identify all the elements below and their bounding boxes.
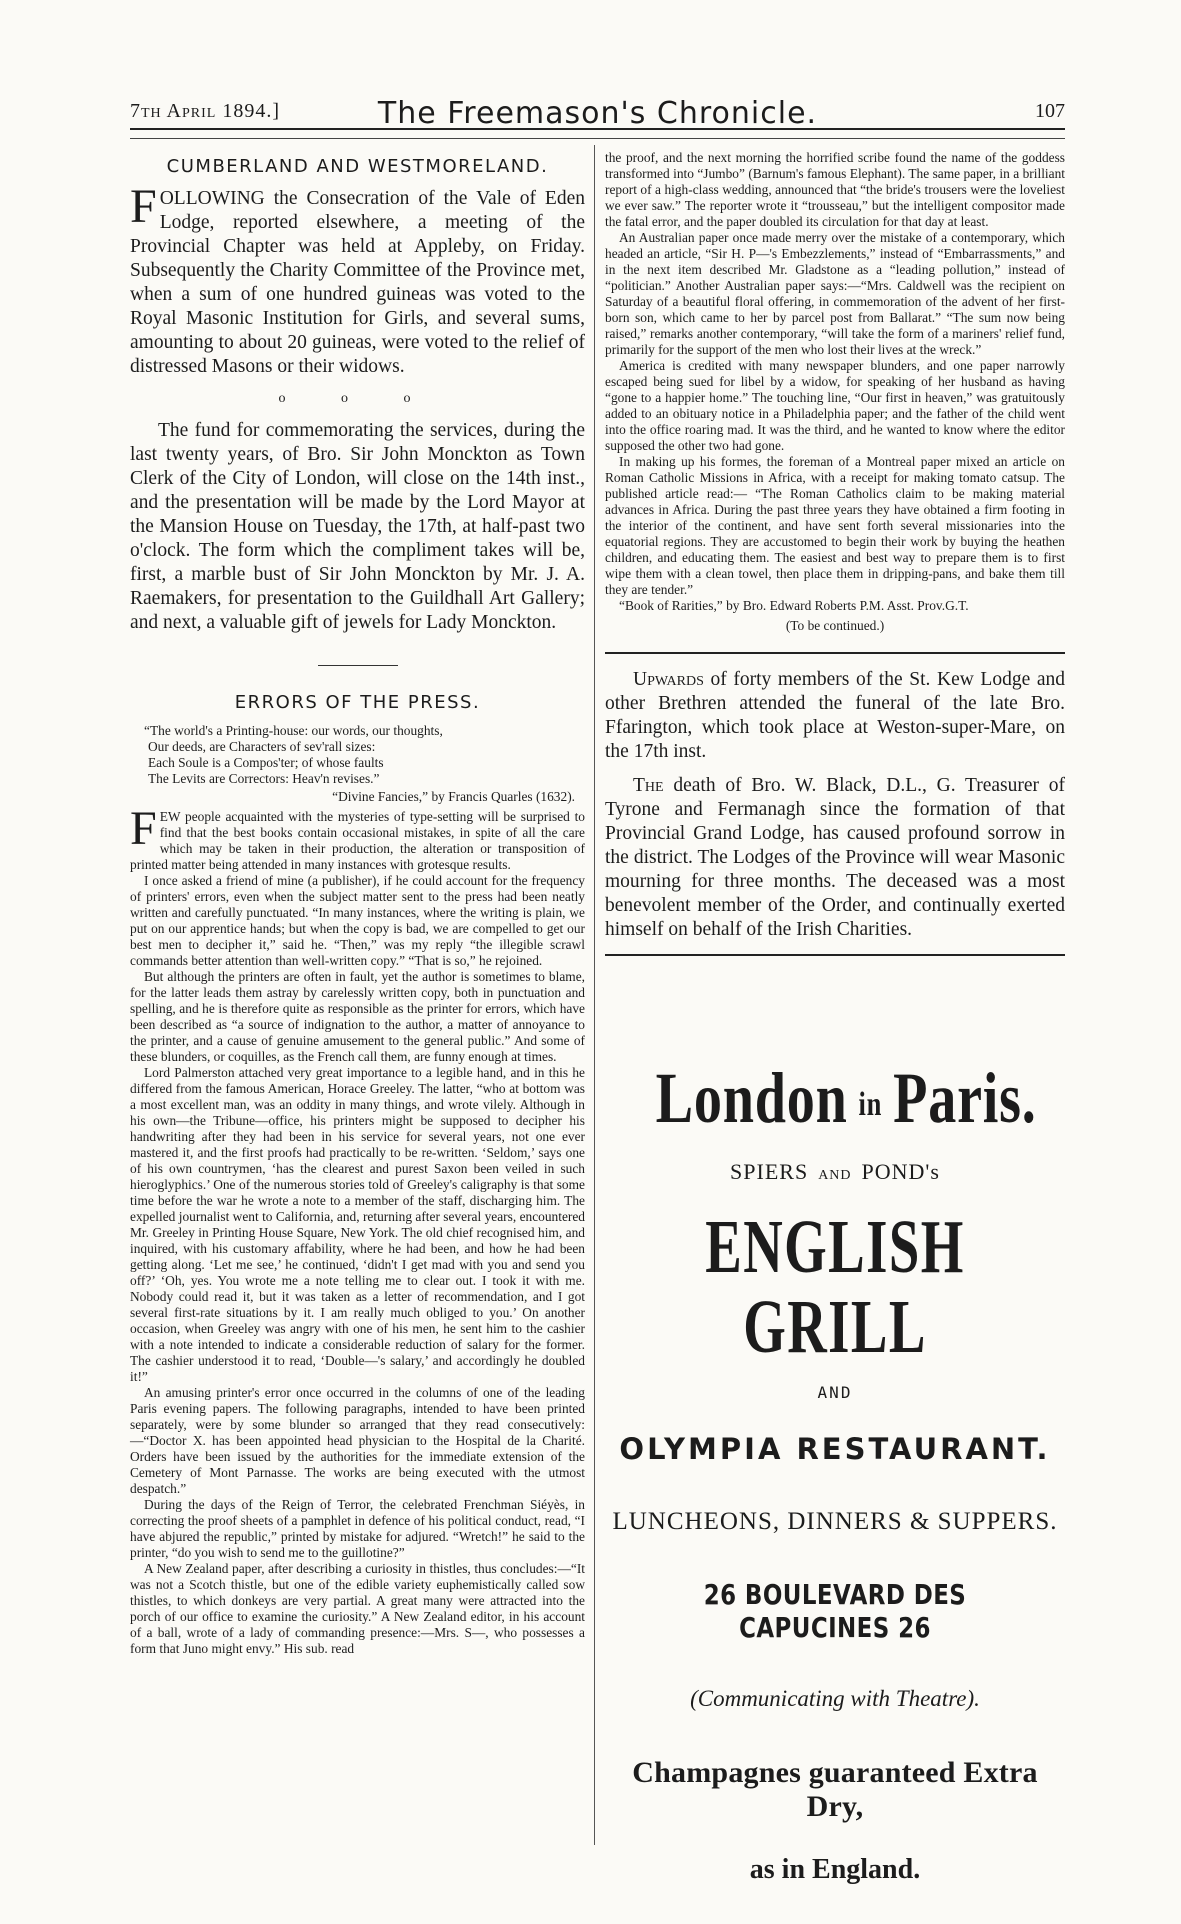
ad-in: in xyxy=(858,1086,883,1124)
errors-para: A New Zealand paper, after describing a curiosity in thistles, thus concludes:—“It was not a Scotch thistle, but one of the edible variety euphemistically called sow thistles, to which donkeys are very partial. A great many were attracted into the porch of our office to examine the curiosity.” A New Zealand editor, in his account of a ball, wrote of a lady of commanding presence:—Mrs. S—, who possesses a form that Juno might envy.” His sub. read xyxy=(130,1561,585,1656)
ad-proprietors xyxy=(605,1159,1065,1185)
ad-england: as in England. xyxy=(749,1854,921,1886)
ad-champagnes: Champagnes guaranteed Extra Dry, xyxy=(632,1756,1038,1824)
epigraph-verse xyxy=(144,723,585,787)
errors-para: FEW people acquainted with the mysteries of type-setting will be surprised to find that the best books contain occasional mistakes, in spite of all the care which may be taken in their production, the alteration or transposition of printed matter being attended in many instances with grotesque results. xyxy=(130,802,585,872)
errors-continued-para: the proof, and the next morning the horrified scribe found the name of the goddess transformed into “Jumbo” (Barnum's famous Elephant). The same paper, in a brilliant report of a high-class wedding, announced that “the bride's trousers were the loveliest we ever saw.” The reporter wrote it “trousseau,” but the intelligent compositor made the fatal error, and the paper doubled its circulation for that day at least. xyxy=(605,150,1065,229)
errors-continued-para: In making up his formes, the foreman of a Montreal paper mixed an article on Roman Catholic Missions in Africa, with a receipt for making tomato catsup. The published article read:— “The Roman Catholics claim to be making material advances in Africa. During the past three years they have obtained a firm footing in the interior of the continent, and have sent forth several missionaries into the equatorial regions. They are accustomed to begin their work by buying the heathen children, and educating them. The easiest and best way to prepare them is to first wipe them with a clean towel, then place them in dripping-pans, and bake them till they are tender.” xyxy=(605,454,1065,597)
cumberland-para-1: FOLLOWING the Consecration of the Vale of Eden Lodge, reported elsewhere, a meeting of the Provincial Chapter was held at Appleby, on Friday. Subsequently the Charity Committee of the Province met, when a sum of one hundred guineas was voted to the Royal Masonic Institution for Girls, and several sums, amounting to about 20 guineas, were voted to the relief of distressed Masons or their widows. xyxy=(130,180,585,377)
masthead-title: The Freemason's Chronicle. xyxy=(377,96,818,131)
errors-para: Lord Palmerston attached very great importance to a legible hand, and in this he differed from the famous American, Horace Greeley. The latter, “who at bottom was a most excellent man, was an oddity in many things, and wrote vilely. Although in his own—the Tribune—office, his printers might be supposed to decipher his handwriting after they had been in his service for several years, not one ever mastered it, and the first proofs had practically to be re-written. ‘Seldom,’ says one of his own countrymen, ‘has the clearest and purest Saxon been veiled in such hieroglyphics.’ One of the numerous stories told of Greeley's caligraphy is that some time before the war he wrote a note to a member of the staff, discharging him. The expelled journalist went to California, and, returning after several years, encountered Mr. Greeley in Printing House Square, New York. The old chief recognised him, and inquired, with his customary affability, where he had been, and how he had been getting along. ‘Let me see,’ he continued, ‘didn't I get mad with you and send you off?’ ‘Oh, yes. You wrote me a note telling me to clear out. I took it with me. Nobody could read it, but it was taken as a letter of recommendation, and I got several first-rate situations by it. I am really much obliged to you.’ On another occasion, when Greeley was angry with one of his men, he sent him to the cashier with a note intended to indicate a considerable reduction of salary for the former. The cashier understood it to read, ‘Double—'s salary,’ and accordingly he doubled it!” xyxy=(130,1065,585,1384)
errors-continued-para: An Australian paper once made merry over the mistake of a contemporary, which headed an article, “Sir H. P—'s Embezzlements,” instead of “Embarrassments,” and in the next item described Mr. Gladstone as a “leading pollution,” instead of “politician.” Another Australian paper says:—“Mrs. Caldwell was the recipient on Saturday of a beautiful floral offering, in commemoration of the advent of her first-born son, which came to her by parcel post from Ballarat.” “The sum now being raised,” remarks another contemporary, “will take the form of a mariners' relief fund, primarily for the support of the men who lost their lives at the wreck.” xyxy=(605,230,1065,357)
verse-line: Our deeds, are Characters of sev'rall sizes: xyxy=(148,739,376,754)
ad-olympia: OLYMPIA RESTAURANT. xyxy=(619,1432,1051,1467)
verse-line: “The world's a Printing-house: our words, our thoughts, xyxy=(144,723,443,738)
notice-lead: The xyxy=(633,775,664,796)
ad-and-small: AND xyxy=(818,1168,852,1184)
page-number: 107 xyxy=(1035,100,1065,122)
errors-para: But although the printers are often in fault, yet the author is sometimes to blame, for the latter leads them astray by carelessly written copy, both in punctuation and spelling, and he is therefore quite as responsible as the printer for errors, which have been described as “a source of indignation to the author, a matter of annoyance to the printer, and a cause of genuine amusement to the general public.” And some of these blunders, or coquilles, as the French call them, are funny enough at times. xyxy=(130,969,585,1064)
epigraph-attribution: “Divine Fancies,” by Francis Quarles (1632). xyxy=(332,789,575,804)
ad-london: London xyxy=(655,1058,848,1138)
cumberland-para-2: The fund for commemorating the services, during the last twenty years, of Bro. Sir John Monckton as Town Clerk of the City of London, will close on the 14th inst., and the presentation will be made by the Lord Mayor at the Mansion House on Tuesday, the 17th, at half-past two o'clock. The form which the compliment takes will be, first, a marble bust of Sir John Monckton by Mr. J. A. Raemakers, for presentation to the Guildhall Art Gallery; and next, a valuable gift of jewels for Lady Monckton. xyxy=(130,420,585,633)
errors-source: “Book of Rarities,” by Bro. Edward Roberts P.M. Asst. Prov.G.T. xyxy=(619,598,969,613)
page-header xyxy=(130,98,1065,130)
header-rule xyxy=(130,138,1065,139)
ad-ponds: POND's xyxy=(861,1159,940,1185)
errors-heading: ERRORS OF THE PRESS. xyxy=(234,692,481,713)
advertisement xyxy=(605,1060,1065,1886)
ad-english-grill: ENGLISH GRILL xyxy=(705,1205,965,1370)
to-be-continued: (To be continued.) xyxy=(785,618,885,633)
ad-paris: Paris. xyxy=(893,1058,1037,1138)
ad-luncheons: LUNCHEONS, DINNERS & SUPPERS. xyxy=(612,1508,1058,1536)
issue-date: 7th April 1894.] xyxy=(130,100,280,122)
verse-line: Each Soule is a Compos'ter; of whose faults xyxy=(148,755,384,770)
ad-spiers: SPIERS xyxy=(730,1159,809,1185)
ad-address: 26 BOULEVARD DES CAPUCINES 26 xyxy=(703,1578,967,1645)
errors-para: During the days of the Reign of Terror, the celebrated Frenchman Siéyès, in correcting the proof sheets of a pamphlet in defence of his political conduct, read, “I have abjured the republic,” printed by mistake for adjured. “Wretch!” he said to the printer, “do you wish to send me to the guillotine?” xyxy=(130,1497,585,1560)
errors-para: I once asked a friend of mine (a publisher), if he could account for the frequency of printers' errors, even when the subject matter sent to the press had been neatly written and carefully punctuated. “In many instances, where the writing is plain, we put on our apprentice hands; but when the copy is bad, we are compelled to get our best men to decipher it,” said he. “Then,” was my reply “the illegible scrawl commands better attention than well-written copy.” “That is so,” he rejoined. xyxy=(130,873,585,968)
errors-para: An amusing printer's error once occurred in the columns of one of the leading Paris evening papers. The following paragraphs, intended to have been printed separately, were by some blunder so arranged that they read consecutively:—“Doctor X. has been appointed head physician to the Hospital de la Charité. Orders have been issued by the authorities for the immediate extension of the Cemetery of Mont Parnasse. The works are being executed with the utmost despatch.” xyxy=(130,1385,585,1496)
notice-black xyxy=(605,774,1065,942)
short-divider xyxy=(318,665,398,666)
ad-communicating: (Communicating with Theatre). xyxy=(690,1686,980,1712)
ad-and-decorative: AND xyxy=(817,1383,853,1403)
section-separator: o o o xyxy=(278,391,437,406)
errors-continued-para: America is credited with many newspaper blunders, and one paper narrowly escaped being sued for libel by a widow, for speaking of her husband as having “gone to a happier home.” The touching line, “Our first in heaven,” was gratuitously added to an obituary notice in a Philadelphia paper; and the father of the child went into the office roaring mad. It was the third, and he wanted to know where the editor supposed the other two had gone. xyxy=(605,358,1065,453)
notice-lead: Upwards xyxy=(633,669,704,690)
advert-divider xyxy=(605,954,1065,956)
column-rule xyxy=(594,145,595,1845)
notice-text: death of Bro. W. Black, D.L., G. Treasurer of Tyrone and Fermanagh since the formation of that Provincial Grand Lodge, has caused profound sorrow in the district. The Lodges of the Province will wear Masonic mourning for three months. The deceased was a most benevolent member of the Order, and continually exerted himself on behalf of the Irish Charities. xyxy=(605,775,1065,940)
cumberland-heading: CUMBERLAND AND WESTMORELAND. xyxy=(166,156,549,177)
right-column xyxy=(605,150,1065,970)
verse-line: The Levits are Correctors: Heav'n revises.” xyxy=(148,771,380,786)
notice-kew-lodge xyxy=(605,668,1065,764)
left-column xyxy=(130,150,585,1657)
notice-text: of forty members of the St. Kew Lodge and other Brethren attended the funeral of the late Bro. Ffarington, which took place at Weston-super-Mare, on the 17th inst. xyxy=(605,669,1065,762)
notice-divider xyxy=(605,652,1065,654)
ad-headline xyxy=(655,1058,1037,1143)
